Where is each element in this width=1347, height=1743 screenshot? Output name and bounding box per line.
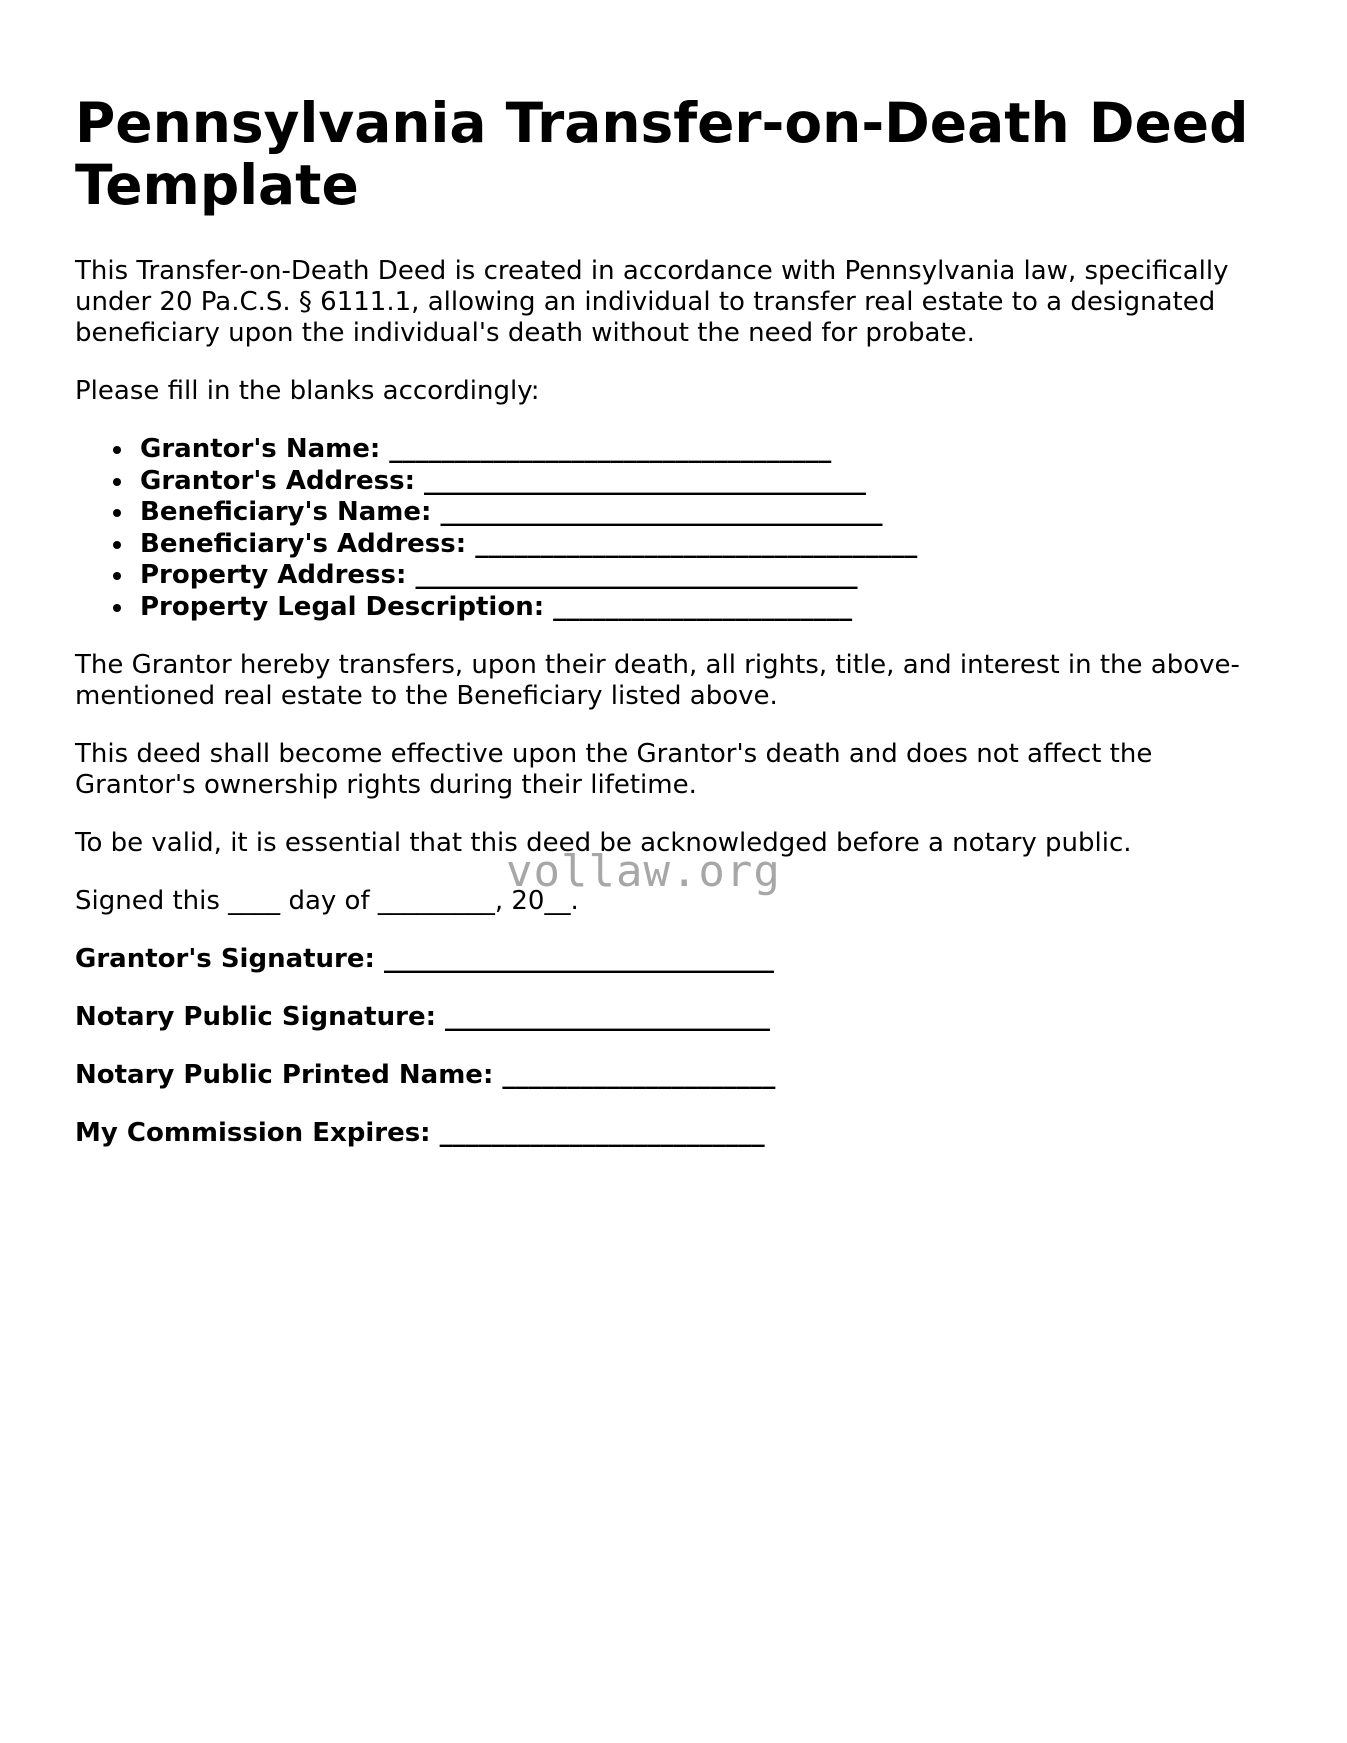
field-blank[interactable]: __________________________________	[466, 528, 918, 559]
field-blank[interactable]: __________________________________	[380, 434, 832, 464]
signed-date-line[interactable]: Signed this ____ day of _________, 20__.	[75, 886, 579, 916]
transfer-clause: The Grantor hereby transfers, upon their death, all rights, title, and interest in the above-mentioned real estate to the Beneficiary listed above.	[75, 650, 1240, 711]
effective-clause: This deed shall become effective upon the Grantor's death and does not affect the Grantor's ownership rights during their lifetime.	[75, 739, 1153, 800]
field-beneficiary-address	[140, 529, 1275, 561]
field-label: Beneficiary's Name:	[140, 497, 432, 527]
field-grantor-name	[140, 434, 1275, 466]
watermark: vollaw.org	[506, 846, 781, 897]
field-label: Grantor's Address:	[140, 465, 415, 496]
field-label: Beneficiary's Address:	[140, 528, 467, 559]
fields-list	[75, 434, 1275, 623]
field-label: Grantor's Name:	[140, 434, 381, 464]
field-grantor-address	[140, 466, 1275, 498]
intro-paragraph: This Transfer-on-Death Deed is created in accordance with Pennsylvania law, specifically under 20 Pa.C.S. § 6111.1, allowing an individual to transfer real estate to a designated beneficiary upon the individual's death without the need for probate.	[75, 256, 1229, 348]
field-label: Property Legal Description:	[140, 591, 545, 622]
field-blank[interactable]: __________________________________	[406, 560, 858, 590]
instruction-text: Please fill in the blanks accordingly:	[75, 376, 540, 406]
commission-expires-line[interactable]: My Commission Expires: _________________________	[75, 1118, 765, 1148]
grantor-signature-line[interactable]: Grantor's Signature: ______________________________	[75, 944, 774, 974]
field-beneficiary-name	[140, 497, 1275, 529]
field-property-legal-description	[140, 592, 1275, 624]
field-blank[interactable]: _______________________	[544, 591, 853, 622]
page-title: Pennsylvania Transfer-on-Death Deed Template	[75, 91, 1249, 217]
document-page	[75, 92, 1275, 1176]
notary-signature-line[interactable]: Notary Public Signature: _________________________	[75, 1002, 771, 1032]
field-blank[interactable]: __________________________________	[431, 497, 883, 527]
field-property-address	[140, 560, 1275, 592]
validity-clause: To be valid, it is essential that this deed be acknowledged before a notary public.	[75, 828, 1132, 858]
field-blank[interactable]: __________________________________	[414, 465, 867, 496]
notary-printed-name-line[interactable]: Notary Public Printed Name: _____________________	[75, 1060, 776, 1090]
field-label: Property Address:	[140, 560, 407, 590]
